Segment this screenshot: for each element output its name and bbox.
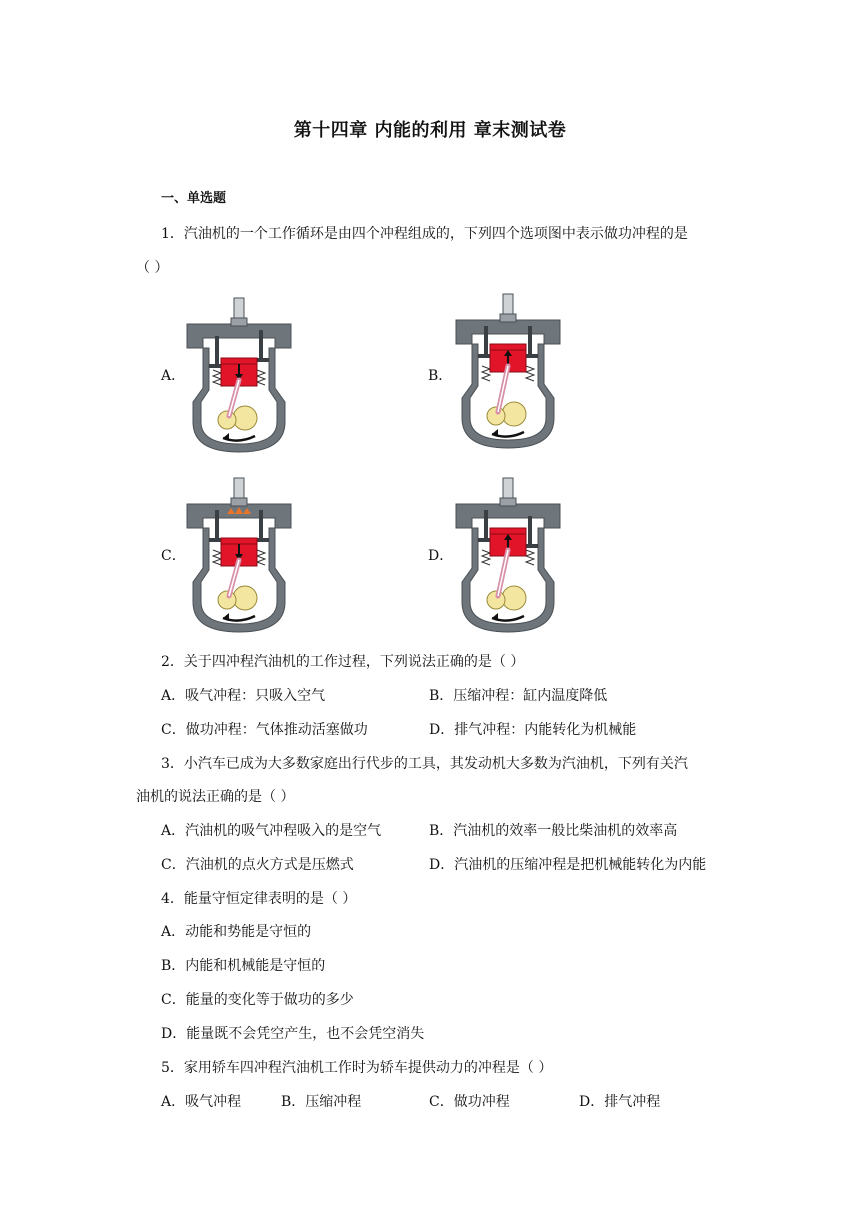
spark-plug-base — [500, 498, 516, 506]
cylinder-head — [456, 504, 560, 528]
spark-plug — [234, 478, 244, 500]
intake-spring — [482, 550, 490, 565]
spark-plug-base — [500, 314, 516, 322]
q1-option-b-label: B． — [428, 368, 453, 384]
intake-valve-stem — [215, 336, 219, 366]
intake-spring — [482, 366, 490, 381]
q2-option-d: D．排气冲程：内能转化为机械能 — [429, 722, 637, 738]
q3-option-b: B．汽油机的效率一般比柴油机的效率高 — [429, 823, 678, 839]
crank-pin — [218, 411, 236, 429]
engine-figure-b — [452, 288, 564, 452]
q3-stem-line1: 3．小汽车已成为大多数家庭出行代步的工具，其发动机大多数为汽油机，下列有关汽 — [161, 756, 688, 772]
q3-stem-line2: 油机的说法正确的是（ ） — [136, 789, 295, 805]
q1-option-d-label: D． — [428, 548, 454, 564]
engine-figure-a — [183, 292, 295, 456]
exhaust-valve-stem — [528, 326, 532, 356]
engine-figure-c — [183, 472, 295, 636]
q3-option-c: C．汽油机的点火方式是压燃式 — [161, 857, 354, 873]
crank-disc — [502, 402, 526, 426]
intake-spring — [213, 370, 221, 385]
q4-option-c: C．能量的变化等于做功的多少 — [161, 992, 354, 1008]
q3-option-d: D．汽油机的压缩冲程是把机械能转化为内能 — [429, 857, 707, 873]
q5-option-c: C．做功冲程 — [429, 1094, 510, 1110]
exhaust-spring — [526, 366, 534, 381]
q1-option-a-label: A． — [161, 368, 186, 384]
q3-option-a: A．汽油机的吸气冲程吸入的是空气 — [161, 823, 382, 839]
q5-option-b: B．压缩冲程 — [281, 1094, 362, 1110]
q2-option-b: B．压缩冲程：缸内温度降低 — [429, 688, 608, 704]
cylinder-head — [456, 320, 560, 344]
q1-option-c-label: C． — [161, 548, 186, 564]
crank-disc — [502, 586, 526, 610]
exhaust-spring — [257, 370, 265, 385]
q4-option-b: B．内能和机械能是守恒的 — [161, 958, 326, 974]
spark-plug-base — [231, 318, 247, 326]
crank-pin — [218, 591, 236, 609]
q2-option-c: C．做功冲程：气体推动活塞做功 — [161, 722, 368, 738]
spark-plug-base — [231, 498, 247, 506]
q2-stem: 2．关于四冲程汽油机的工作过程，下列说法正确的是（ ） — [161, 654, 525, 670]
exhaust-valve-stem — [259, 510, 263, 540]
exhaust-valve-stem — [259, 330, 263, 360]
q4-option-d: D．能量既不会凭空产生，也不会凭空消失 — [161, 1026, 425, 1042]
exhaust-valve-stem — [528, 516, 532, 546]
spark-plug — [503, 294, 513, 316]
q5-stem: 5．家用轿车四冲程汽油机工作时为轿车提供动力的冲程是（ ） — [161, 1060, 553, 1076]
spark-plug — [503, 478, 513, 500]
exhaust-spring — [526, 550, 534, 565]
crank-disc — [233, 406, 257, 430]
cylinder-head — [187, 324, 291, 348]
q5-option-a: A．吸气冲程 — [161, 1094, 242, 1110]
intake-valve-stem — [484, 510, 488, 540]
intake-valve-stem — [484, 326, 488, 356]
q2-option-a: A．吸气冲程：只吸入空气 — [161, 688, 326, 704]
section-heading: 一、单选题 — [161, 191, 227, 206]
intake-valve-stem — [215, 510, 219, 540]
q1-stem-line1: 1．汽油机的一个工作循环是由四个冲程组成的，下列四个选项图中表示做功冲程的是 — [161, 226, 688, 242]
exhaust-spring — [257, 550, 265, 565]
q1-stem-line2: （ ） — [136, 260, 169, 276]
page-title: 第十四章 内能的利用 章末测试卷 — [293, 120, 567, 141]
q4-option-a: A．动能和势能是守恒的 — [161, 924, 312, 940]
q5-option-d: D．排气冲程 — [579, 1094, 661, 1110]
crank-disc — [233, 586, 257, 610]
q4-stem: 4．能量守恒定律表明的是（ ） — [161, 891, 357, 907]
spark-plug — [234, 298, 244, 320]
engine-figure-d — [452, 472, 564, 636]
intake-spring — [213, 550, 221, 565]
